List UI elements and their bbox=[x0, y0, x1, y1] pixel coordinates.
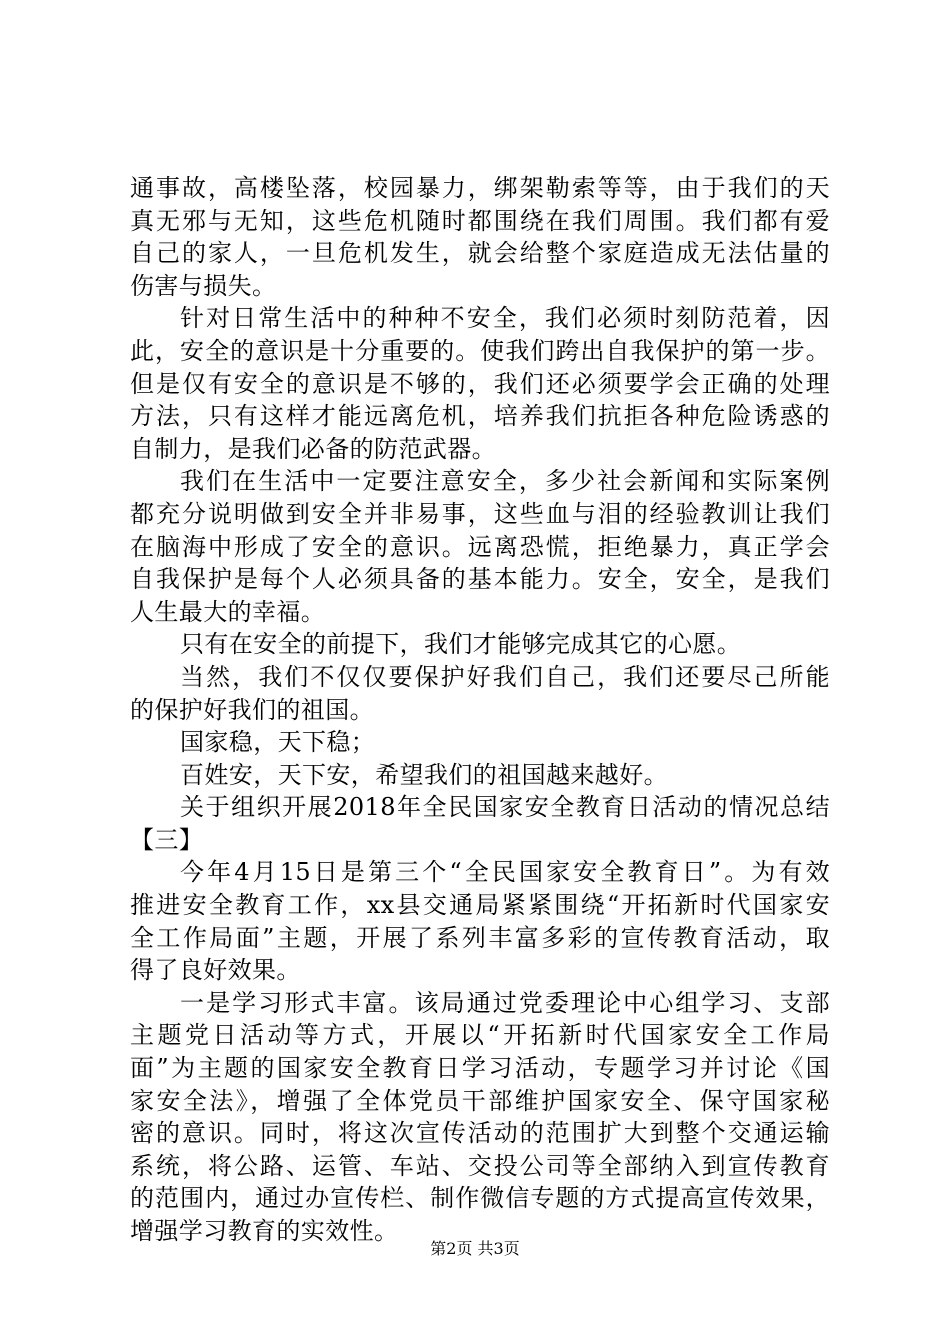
paragraph-first-line: 当然，我们不仅仅要保护好我们自己，我们还要尽己所能 bbox=[180, 662, 830, 691]
text-line: 在脑海中形成了安全的意识。远离恐慌，拒绝暴力，真正学会 bbox=[130, 532, 830, 561]
text-line: 自制力，是我们必备的防范武器。 bbox=[130, 434, 496, 463]
text-line: 密的意识。同时，将这次宣传活动的范围扩大到整个交通运输 bbox=[130, 1119, 830, 1148]
page-number: 第2页 共3页 bbox=[430, 1239, 520, 1258]
text-line: 人生最大的幸福。 bbox=[130, 597, 326, 626]
paragraph-first-line: 只有在安全的前提下，我们才能够完成其它的心愿。 bbox=[180, 630, 742, 659]
text-line: 通事故，高楼坠落，校园暴力，绑架勒索等等，由于我们的天 bbox=[130, 174, 830, 202]
text-line: 但是仅有安全的意识是不够的，我们还必须要学会正确的处理 bbox=[130, 369, 830, 398]
paragraph-first-line: 百姓安，天下安，希望我们的祖国越来越好。 bbox=[180, 760, 668, 789]
text-line: 家安全法》，增强了全体党员干部维护国家安全、保守国家秘 bbox=[130, 1086, 830, 1115]
document-body bbox=[130, 172, 830, 1248]
text-line: 真无邪与无知，这些危机随时都围绕在我们周围。我们都有爱 bbox=[130, 206, 830, 235]
section-heading: 关于组织开展2018年全民国家安全教育日活动的情况总结 bbox=[180, 793, 830, 822]
text-line: 面”为主题的国家安全教育日学习活动，专题学习并讨论《国 bbox=[130, 1054, 830, 1083]
text-line: 此，安全的意识是十分重要的。使我们跨出自我保护的第一步。 bbox=[130, 336, 830, 365]
text-line: 自己的家人，一旦危机发生，就会给整个家庭造成无法估量的 bbox=[130, 239, 830, 268]
section-heading-suffix: 【三】 bbox=[130, 825, 204, 854]
text-line: 得了良好效果。 bbox=[130, 956, 301, 985]
page-footer bbox=[0, 1238, 950, 1260]
text-line: 推进安全教育工作，xx县交通局紧紧围绕“开拓新时代国家安 bbox=[130, 891, 830, 920]
paragraph-first-line: 针对日常生活中的种种不安全，我们必须时刻防范着，因 bbox=[180, 304, 830, 333]
paragraph-first-line: 今年4月15日是第三个“全民国家安全教育日”。为有效 bbox=[180, 858, 830, 887]
text-line: 伤害与损失。 bbox=[130, 271, 277, 300]
text-line: 自我保护是每个人必须具备的基本能力。安全，安全，是我们 bbox=[130, 565, 830, 594]
text-line: 系统，将公路、运管、车站、交投公司等全部纳入到宣传教育 bbox=[130, 1151, 830, 1180]
text-line: 的保护好我们的祖国。 bbox=[130, 695, 374, 724]
text-line: 都充分说明做到安全并非易事，这些血与泪的经验教训让我们 bbox=[130, 499, 830, 528]
text-line: 主题党日活动等方式，开展以“开拓新时代国家安全工作局 bbox=[130, 1021, 830, 1050]
paragraph-first-line: 我们在生活中一定要注意安全，多少社会新闻和实际案例 bbox=[180, 467, 830, 496]
paragraph-first-line: 国家稳，天下稳； bbox=[180, 728, 376, 757]
text-line: 全工作局面”主题，开展了系列丰富多彩的宣传教育活动，取 bbox=[130, 923, 830, 952]
text-line: 方法，只有这样才能远离危机，培养我们抗拒各种危险诱惑的 bbox=[130, 402, 830, 431]
text-line: 增强学习教育的实效性。 bbox=[130, 1217, 399, 1245]
paragraph-first-line: 一是学习形式丰富。该局通过党委理论中心组学习、支部 bbox=[180, 988, 830, 1017]
text-line: 的范围内，通过办宣传栏、制作微信专题的方式提高宣传效果， bbox=[130, 1184, 830, 1213]
